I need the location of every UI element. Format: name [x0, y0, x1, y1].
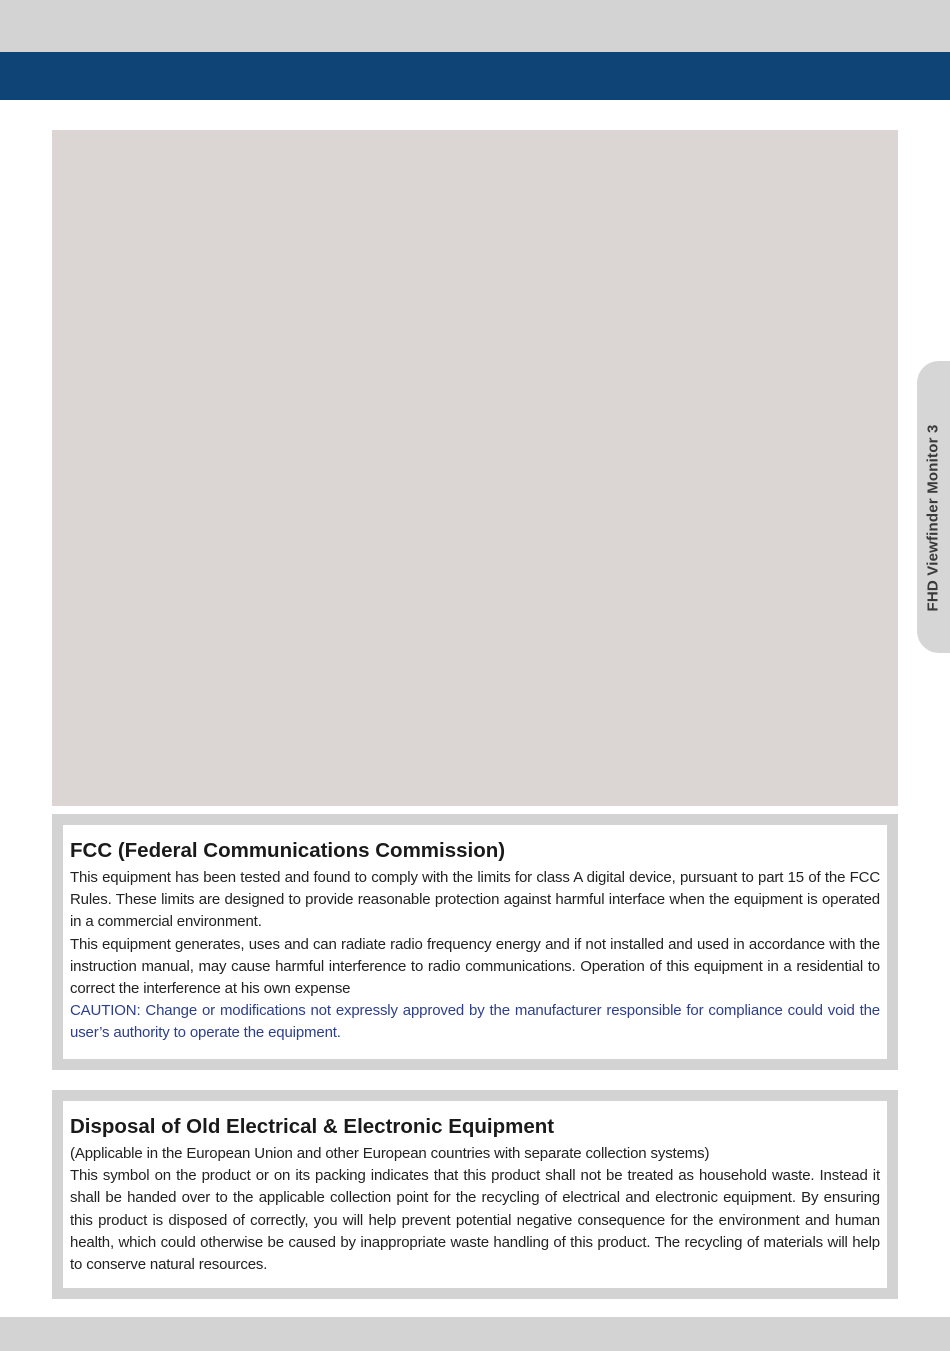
- fcc-section-content: [63, 825, 887, 1059]
- weee-section: [52, 1090, 898, 1299]
- fcc-paragraph-2: This equipment generates, uses and can radiate radio frequency energy and if not installed and used in accordance with the instruction manual, may cause harmful interference to radio communications. Operation of this equipment in a residential to correct the interference at his own expense: [70, 935, 880, 998]
- header-band: [0, 52, 950, 100]
- weee-section-content: [63, 1101, 887, 1288]
- side-tab-label: FHD Viewfinder Monitor 3: [924, 424, 942, 612]
- weee-paragraph: This symbol on the product or on its packing indicates that this product shall not be treated as household waste. Instead it shall be handed over to the applicable collection point for the recycling of electrical and electronic equipment. By ensuring this product is disposed of correctly, you will help prevent potential negative consequence for the environment and human health, which could otherwise be caused by inappropriate waste handling of this product. The recycling of materials will help to conserve natural resources.: [70, 1167, 880, 1274]
- fcc-section: [52, 814, 898, 1070]
- weee-title: Disposal of Old Electrical & Electronic Equipment: [70, 1115, 555, 1138]
- bottom-gray-strip: [0, 1317, 950, 1351]
- top-gray-strip: [0, 0, 950, 52]
- fcc-title: FCC (Federal Communications Commission): [70, 839, 506, 862]
- fcc-caution: CAUTION: Change or modifications not expressly approved by the manufacturer responsible for compliance could void the user’s authority to operate the equipment.: [70, 1002, 880, 1042]
- weee-subtitle: (Applicable in the European Union and other European countries with separate collection systems): [70, 1145, 710, 1162]
- image-placeholder-panel: [52, 130, 898, 806]
- fcc-paragraph-1: This equipment has been tested and found to comply with the limits for class A digital device, pursuant to part 15 of the FCC Rules. These limits are designed to provide reasonable protection against harmful interface when the equipment is operated in a commercial environment.: [70, 869, 880, 931]
